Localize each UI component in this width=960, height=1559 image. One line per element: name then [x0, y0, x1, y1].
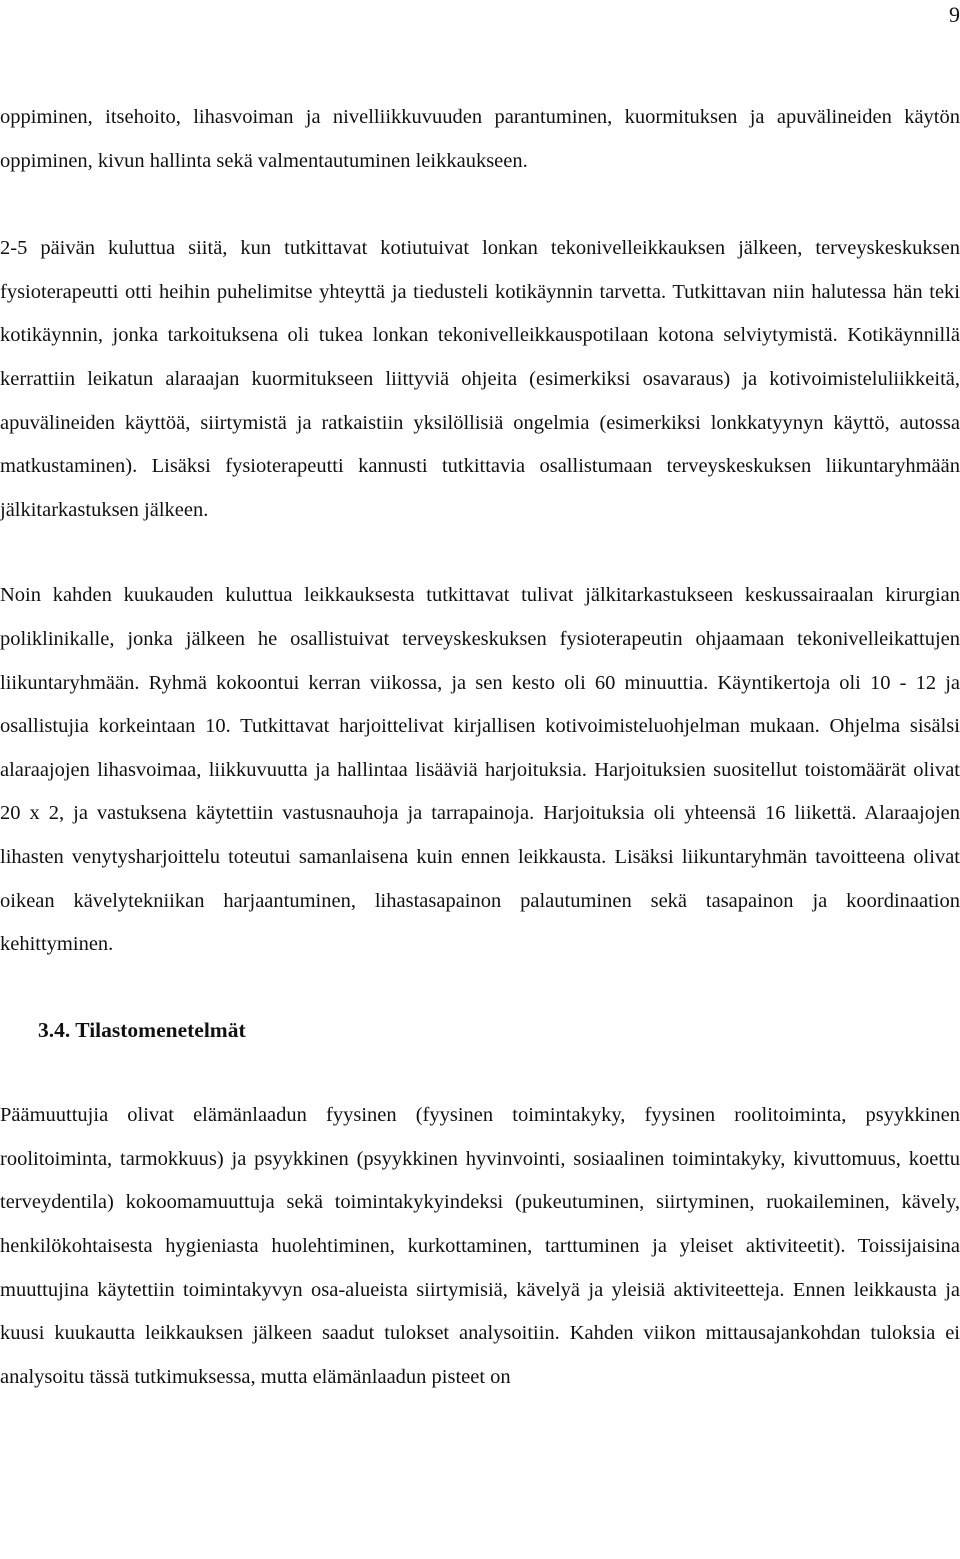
paragraph-gap — [0, 532, 960, 574]
paragraph-home-visit: 2-5 päivän kuluttua siitä, kun tutkittavat kotiutuivat lonkan tekonivelleikkauksen jälkeen, terveyskeskuksen fysioterapeutti otti heihin puhelimitse yhteyttä ja tiedusteli kotikäynnin tarvetta. Tutkittavan niin halutessa hän teki kotikäynnin, jonka tarkoituksena oli tukea lonkan tekonivelleikkauspotilaan kotona selviytymistä. Kotikäynnillä kerrattiin leikatun alaraajan kuormitukseen liittyviä ohjeita (esimerkiksi osavaraus) ja kotivoimisteluliikkeitä, apuvälineiden käyttöä, siirtymistä ja ratkaistiin yksilöllisiä ongelmia (esimerkiksi lonkkatyynyn käyttö, autossa matkustaminen). Lisäksi fysioterapeutti kannusti tutkittavia osallistumaan terveyskeskuksen liikuntaryhmään jälkitarkastuksen jälkeen. — [0, 237, 960, 521]
section-heading: 3.4. Tilastomenetelmät — [38, 1017, 246, 1042]
paragraph-exercise-group: Noin kahden kuukauden kuluttua leikkauksesta tutkittavat tulivat jälkitarkastukseen keskussairaalan kirurgian poliklinikalle, jonka jälkeen he osallistuivat terveyskeskuksen fysioterapeutin ohjaamaan tekonivelleikattujen liikuntaryhmään. Ryhmä kokoontui kerran viikossa, ja sen kesto oli 60 minuuttia. Käyntikertoja oli 10 - 12 ja osallistujia korkeintaan 10. Tutkittavat harjoittelivat kirjallisen kotivoimisteluohjelman mukaan. Ohjelma sisälsi alaraajojen lihasvoimaa, liikkuvuutta ja hallintaa lisääviä harjoituksia. Harjoituksien suositellut toistomäärät olivat 20 x 2, ja vastuksena käytettiin vastusnauhoja ja tarrapainoja. Harjoituksia oli yhteensä 16 liikettä. Alaraajojen lihasten venytysharjoittelu toteutui samanlaisena kuin ennen leikkausta. Lisäksi liikuntaryhmän tavoitteena olivat oikean kävelytekniikan harjaantuminen, lihastasapainon palautuminen sekä tasapainon ja koordinaation kehittyminen. — [0, 584, 960, 956]
page-number: 9 — [949, 2, 960, 27]
paragraph-rehab-goals: oppiminen, itsehoito, lihasvoiman ja nivelliikkuvuuden parantuminen, kuormituksen ja apuvälineiden käytön oppiminen, kivun hallinta sekä valmentautuminen leikkaukseen. — [0, 106, 960, 172]
paragraph-gap — [0, 967, 960, 1009]
document-body — [0, 96, 960, 1399]
paragraph-gap — [0, 183, 960, 227]
paragraph-variables: Päämuuttujia olivat elämänlaadun fyysinen (fyysinen toimintakyky, fyysinen roolitoiminta, psyykkinen roolitoiminta, tarmokkuus) ja psyykkinen (psyykkinen hyvinvointi, sosiaalinen toimintakyky, kivuttomuus, koettu terveydentila) kokoomamuuttuja sekä toimintakykyindeksi (pukeutuminen, siirtyminen, ruokaileminen, kävely, henkilökohtaisesta hygieniasta huolehtiminen, kurkottaminen, tarttuminen ja yleiset aktiviteetit). Toissijaisina muuttujina käytettiin toimintakyvyn osa-alueista siirtymisiä, kävelyä ja yleisiä aktiviteetteja. Ennen leikkausta ja kuusi kuukautta leikkauksen jälkeen saadut tulokset analysoitiin. Kahden viikon mittausajankohdan tuloksia ei analysoitu tässä tutkimuksessa, mutta elämänlaadun pisteet on — [0, 1104, 960, 1388]
paragraph-gap — [0, 1052, 960, 1094]
